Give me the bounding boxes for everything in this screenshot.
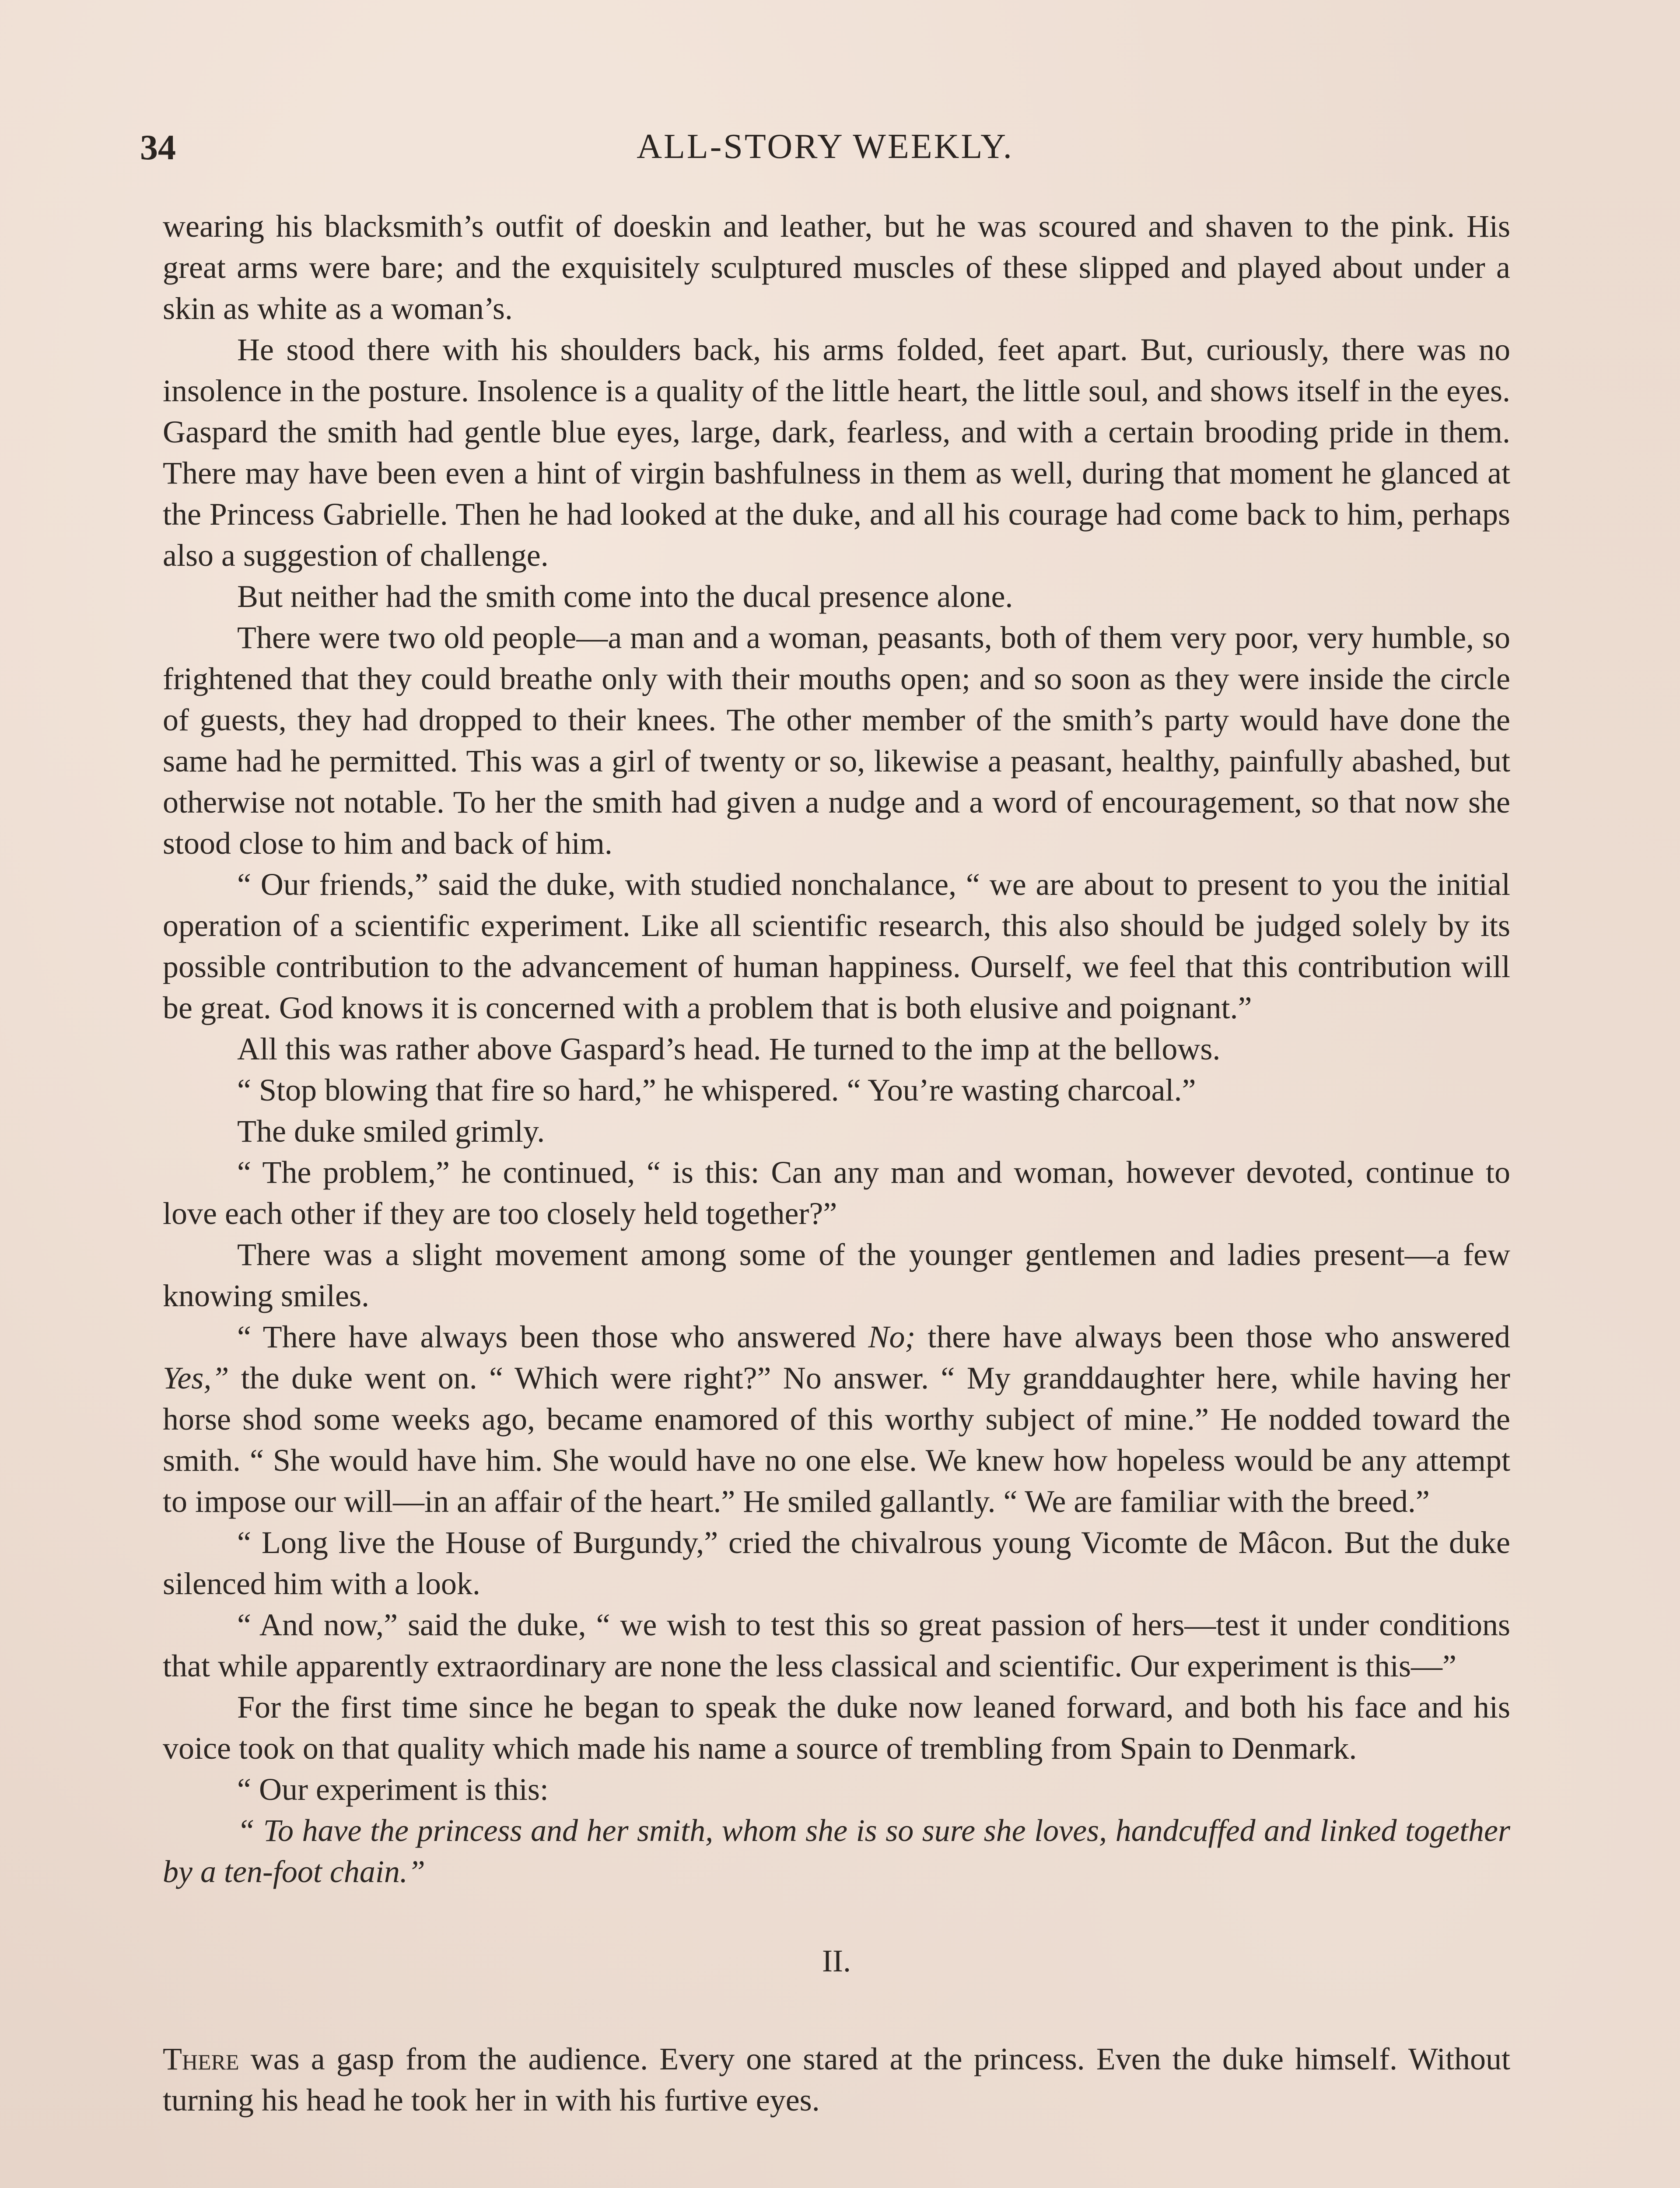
paragraph: “ Long live the House of Burgundy,” cried the chivalrous young Vicomte de Mâcon. But the duke silenced him with a look. (163, 1525, 1510, 1601)
paragraph: He stood there with his shoulders back, his arms folded, feet apart. But, curiously, there was no insolence in the posture. Insolence is a quality of the little heart, the little soul, and shows itself in the eyes. Gaspard the smith had gentle blue eyes, large, dark, fearless, and with a certain brooding pride in them. There may have been even a hint of virgin bashfulness in them as well, during that moment he glanced at the Princess Gabrielle. Then he had looked at the duke, and all his courage had come back to him, perhaps also a suggestion of challenge. (163, 332, 1510, 573)
page-header (140, 123, 1510, 184)
paragraph: “ And now,” said the duke, “ we wish to test this so great passion of hers—test it under conditions that while apparently extraordinary are none the less classical and scientific. Our experiment is this—” (163, 1607, 1510, 1683)
small-caps-word: There (163, 2041, 239, 2076)
paragraph: There was a slight movement among some of the younger gentlemen and ladies present—a few knowing smiles. (163, 1237, 1510, 1313)
paragraph: The duke smiled grimly. (237, 1114, 545, 1149)
paragraph: “ Stop blowing that fire so hard,” he whispered. “ You’re wasting charcoal.” (237, 1073, 1196, 1108)
paragraph-text: there have always been those who answered (915, 1319, 1510, 1354)
paragraph-text: was a gasp from the audience. Every one stared at the princess. Even the duke himself. Without turning his head he took her in with his furtive eyes. (163, 2041, 1510, 2118)
paragraph-text: “ There have always been those who answered (237, 1319, 868, 1354)
paragraph: “ Our experiment is this: (237, 1772, 549, 1807)
running-head: ALL-STORY WEEKLY. (637, 127, 1014, 166)
story-text (163, 206, 1510, 2121)
paragraph (163, 2038, 1510, 2121)
paragraph-text: the duke went on. “ Which were right?” No answer. “ My granddaughter here, while having her horse shod some weeks ago, became enamored of this worthy subject of mine.” He nodded toward the smith. “ She would have him. She would have no one else. We knew how hopeless would be any attempt to impose our will—in an affair of the heart.” He smiled gallantly. “ We are familiar with the breed.” (163, 1360, 1510, 1519)
italic-word: No; (868, 1319, 916, 1354)
paragraph (163, 1316, 1510, 1522)
page-number: 34 (140, 127, 176, 167)
paragraph: All this was rather above Gaspard’s head. He turned to the imp at the bellows. (237, 1031, 1221, 1066)
paragraph: “ To have the princess and her smith, whom she is so sure she loves, handcuffed and linked together by a ten-foot chain.” (163, 1813, 1510, 1889)
paragraph: wearing his blacksmith’s outfit of doeskin and leather, but he was scoured and shaven to the pink. His great arms were bare; and the exquisitely sculptured muscles of these slipped and played about under a skin as white as a woman’s. (163, 209, 1510, 326)
italic-word: Yes,” (163, 1360, 229, 1396)
paragraph: “ The problem,” he continued, “ is this: Can any man and woman, however devoted, continue to love each other if they are too closely held together?” (163, 1155, 1510, 1231)
paragraph: There were two old people—a man and a woman, peasants, both of them very poor, very humble, so frightened that they could breathe only with their mouths open; and so soon as they were inside the circle of guests, they had dropped to their knees. The other member of the smith’s party would have done the same had he permitted. This was a girl of twenty or so, likewise a peasant, healthy, painfully abashed, but otherwise not notable. To her the smith had given a nudge and a word of encouragement, so that now she stood close to him and back of him. (163, 620, 1510, 861)
paragraph: But neither had the smith come into the ducal presence alone. (237, 579, 1013, 614)
paragraph: For the first time since he began to speak the duke now leaned forward, and both his face and his voice took on that quality which made his name a source of trembling from Spain to Denmark. (163, 1690, 1510, 1766)
paragraph: “ Our friends,” said the duke, with studied nonchalance, “ we are about to present to you the initial operation of a scientific experiment. Like all scientific research, this also should be judged solely by its possible contribution to the advancement of human happiness. Ourself, we feel that this contribution will be great. God knows it is concerned with a problem that is both elusive and poignant.” (163, 867, 1510, 1025)
section-number: II. (822, 1943, 851, 1978)
